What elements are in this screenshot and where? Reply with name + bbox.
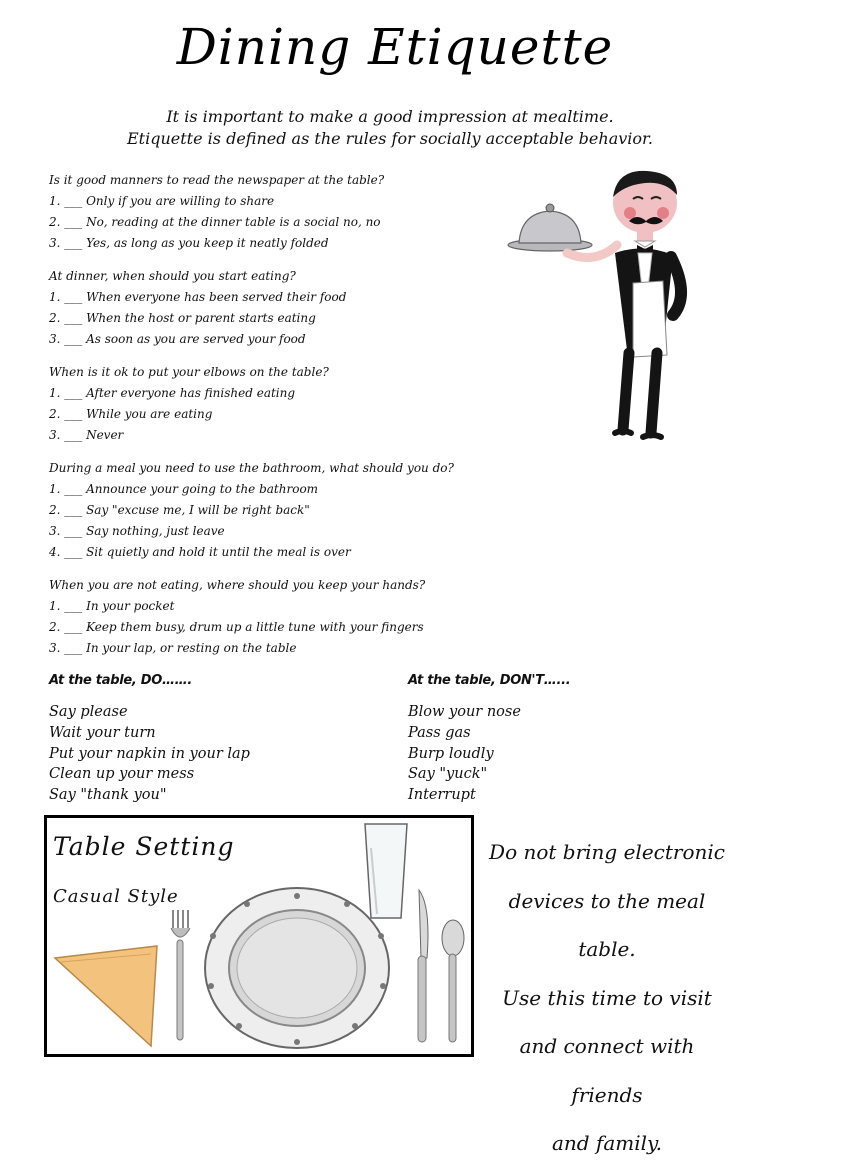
note-line: Do not bring electronic	[489, 840, 725, 864]
plate-icon	[205, 888, 389, 1048]
table-setting-subtitle: Casual Style	[53, 886, 179, 907]
answer-option: 3. ___ As soon as you are served your food	[49, 332, 306, 346]
note-line: and connect with friends	[519, 1034, 695, 1107]
question-text: When you are not eating, where should you keep your hands?	[49, 578, 426, 592]
dos-item: Say "thank you"	[49, 787, 167, 804]
intro-line-1: It is important to make a good impression at mealtime.	[166, 107, 614, 126]
intro-text	[40, 106, 740, 150]
dos-list	[49, 673, 369, 806]
answer-option: 1. ___ When everyone has been served their food	[49, 290, 347, 304]
glass-icon	[365, 824, 407, 918]
knife-icon	[418, 890, 428, 1042]
answer-option: 2. ___ Keep them busy, drum up a little tune with your fingers	[49, 620, 424, 634]
question-block	[49, 458, 489, 563]
donts-item: Pass gas	[408, 724, 471, 741]
answer-option: 1. ___ In your pocket	[49, 599, 175, 613]
fork-icon	[171, 910, 190, 1040]
answer-option: 2. ___ Say "excuse me, I will be right back"	[49, 503, 310, 517]
answer-option: 3. ___ Say nothing, just leave	[49, 524, 225, 538]
answer-option: 4. ___ Sit quietly and hold it until the meal is over	[49, 545, 351, 559]
answer-option: 1. ___ Only if you are willing to share	[49, 194, 275, 208]
page-title: Dining Etiquette	[176, 18, 614, 76]
intro-line-2: Etiquette is defined as the rules for socially acceptable behavior.	[127, 129, 653, 148]
dos-item: Say please	[49, 704, 128, 720]
spoon-icon	[442, 920, 464, 1042]
question-text: During a meal you need to use the bathroom, what should you do?	[49, 461, 454, 475]
table-setting-title: Table Setting	[53, 832, 235, 861]
dos-item: Put your napkin in your lap	[49, 745, 250, 762]
answer-option: 2. ___ While you are eating	[49, 407, 213, 421]
electronics-note	[482, 828, 732, 1168]
answer-option: 1. ___ Announce your going to the bathroom	[49, 482, 319, 496]
dos-item: Wait your turn	[49, 724, 156, 741]
quiz-section	[49, 170, 489, 671]
note-line: Use this time to visit	[502, 985, 712, 1010]
dos-heading: At the table, DO…….	[49, 673, 193, 688]
note-line: and family.	[551, 1131, 663, 1155]
question-block	[49, 170, 489, 254]
answer-option: 3. ___ Yes, as long as you keep it neatly folded	[49, 236, 329, 250]
note-line: devices to the meal table.	[508, 888, 706, 961]
donts-item: Say "yuck"	[408, 766, 488, 783]
waiter-illustration	[505, 165, 705, 450]
answer-option: 3. ___ Never	[49, 428, 124, 442]
question-block	[49, 362, 489, 446]
answer-option: 2. ___ When the host or parent starts eating	[49, 311, 316, 325]
question-block	[49, 575, 489, 659]
donts-item: Burp loudly	[408, 745, 494, 762]
answer-option: 1. ___ After everyone has finished eating	[49, 386, 296, 400]
table-setting-box	[44, 815, 474, 1057]
answer-option: 2. ___ No, reading at the dinner table is a social no, no	[49, 215, 381, 229]
question-text: Is it good manners to read the newspaper at the table?	[49, 173, 385, 187]
donts-item: Interrupt	[408, 787, 476, 804]
dos-item: Clean up your mess	[49, 766, 195, 783]
question-block	[49, 266, 489, 350]
question-text: At dinner, when should you start eating?	[49, 269, 296, 283]
donts-heading: At the table, DON'T…...	[408, 673, 571, 688]
donts-list	[408, 673, 728, 806]
question-text: When is it ok to put your elbows on the table?	[49, 365, 329, 379]
answer-option: 3. ___ In your lap, or resting on the table	[49, 641, 297, 655]
donts-item: Blow your nose	[408, 704, 521, 720]
